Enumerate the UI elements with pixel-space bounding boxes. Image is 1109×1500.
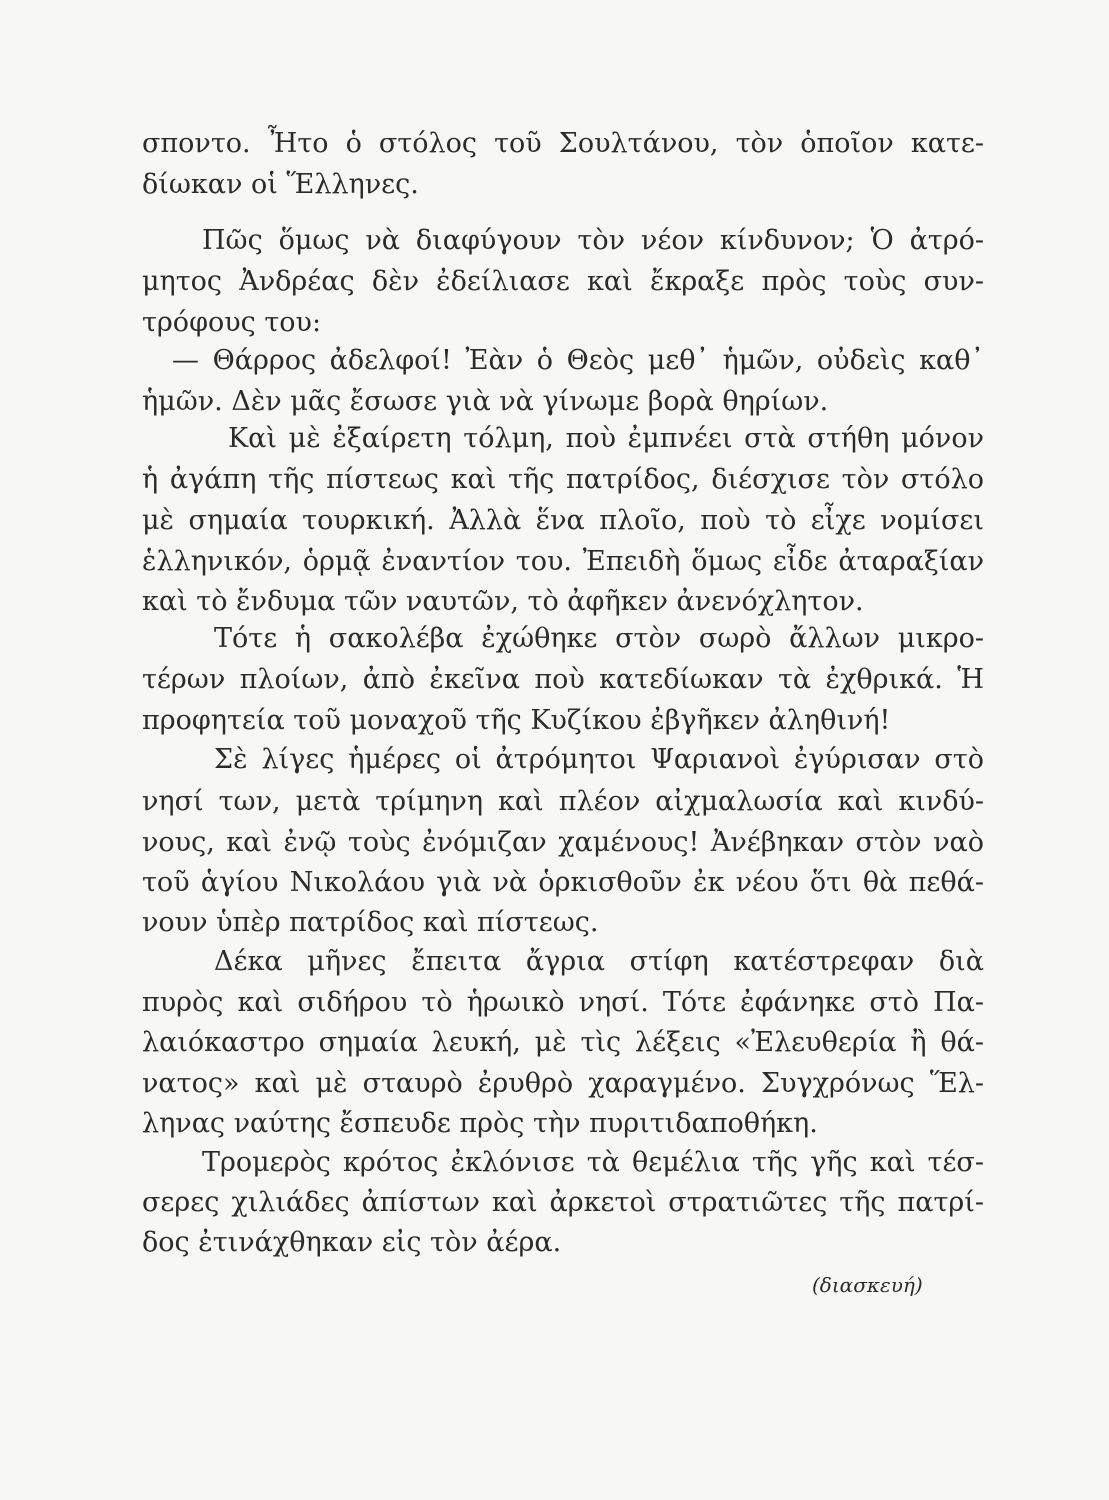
text-line: Δέκα μῆνες ἔπειτα ἄγρια στίφη κατέστρεφαν διὰ — [214, 946, 984, 977]
text-line: νησί των, μετὰ τρίμηνη καὶ πλέον αἰχμαλωσία καὶ κινδύ- — [142, 786, 984, 817]
text-line: σποντο. Ἦτο ὁ στόλος τοῦ Σουλτάνου, τὸν ὁποῖον κατε- — [142, 128, 984, 159]
text-line: ἑλληνικόν, ὁρμᾷ ἐναντίον του. Ἐπειδὴ ὅμως εἶδε ἀταραξίαν — [142, 546, 984, 577]
text-line: Τότε ἡ σακολέβα ἐχώθηκε στὸν σωρὸ ἄλλων μικρο- — [214, 623, 984, 654]
text-line: νατος» καὶ μὲ σταυρὸ ἐρυθρὸ χαραγμένο. Συγχρόνως Ἕλ- — [142, 1068, 984, 1099]
text-line: δίωκαν οἱ Ἕλληνες. — [142, 169, 419, 200]
text-line: ἡ ἀγάπη τῆς πίστεως καὶ τῆς πατρίδος, διέσχισε τὸν στόλο — [142, 464, 984, 495]
text-line: μὲ σημαία τουρκική. Ἀλλὰ ἕνα πλοῖο, ποὺ τὸ εἶχε νομίσει — [142, 505, 984, 536]
text-line: ληνας ναύτης ἔσπευδε πρὸς τὴν πυριτιδαποθήκη. — [142, 1108, 818, 1139]
text-line: τρόφους του: — [142, 307, 322, 338]
text-line: νουν ὑπὲρ πατρίδος καὶ πίστεως. — [142, 907, 599, 938]
text-line: νους, καὶ ἐνῷ τοὺς ἐνόμιζαν χαμένους! Ἀνέβηκαν στὸν ναὸ — [142, 827, 984, 858]
text-line: — Θάρρος ἀδελφοί! Ἐὰν ὁ Θεὸς μεθ᾽ ἡμῶν, οὐδεὶς καθ᾽ — [172, 345, 984, 376]
text-line: προφητεία τοῦ μοναχοῦ τῆς Κυζίκου ἐβγῆκεν ἀληθινή! — [142, 705, 891, 736]
text-line: πυρὸς καὶ σιδήρου τὸ ἡρωικὸ νησί. Τότε ἐφάνηκε στὸ Πα- — [142, 987, 984, 1018]
text-line: δος ἐτινάχθηκαν εἰς τὸν ἀέρα. — [142, 1227, 562, 1258]
text-line: μητος Ἀνδρέας δὲν ἐδείλιασε καὶ ἔκραξε πρὸς τοὺς συν- — [142, 266, 984, 297]
text-line: Πῶς ὅμως νὰ διαφύγουν τὸν νέον κίνδυνον; Ὁ ἀτρό- — [202, 225, 984, 256]
text-line: λαιόκαστρο σημαία λευκή, μὲ τὶς λέξεις «Ἐλευθερία ἢ θά- — [142, 1027, 984, 1058]
text-line: τοῦ ἁγίου Νικολάου γιὰ νὰ ὁρκισθοῦν ἐκ νέου ὅτι θὰ πεθά- — [142, 867, 984, 898]
text-line: Καὶ μὲ ἐξαίρετη τόλμη, ποὺ ἐμπνέει στὰ στήθη μόνον — [228, 423, 984, 454]
text-line: Σὲ λίγες ἡμέρες οἱ ἀτρόμητοι Ψαριανοὶ ἐγύρισαν στὸ — [214, 744, 984, 775]
text-line: ἡμῶν. Δὲν μᾶς ἔσωσε γιὰ νὰ γίνωμε βορὰ θηρίων. — [142, 386, 829, 417]
text-line: τέρων πλοίων, ἀπὸ ἐκεῖνα ποὺ κατεδίωκαν τὰ ἐχθρικά. Ἡ — [142, 664, 984, 695]
text-line: καὶ τὸ ἔνδυμα τῶν ναυτῶν, τὸ ἀφῆκεν ἀνενόχλητον. — [142, 586, 864, 617]
source-attribution: (διασκευή) — [812, 1273, 923, 1297]
text-line: σερες χιλιάδες ἀπίστων καὶ ἀρκετοὶ στρατιῶτες τῆς πατρί- — [142, 1187, 984, 1218]
text-line: Τρομερὸς κρότος ἐκλόνισε τὰ θεμέλια τῆς γῆς καὶ τέσ- — [202, 1147, 984, 1178]
